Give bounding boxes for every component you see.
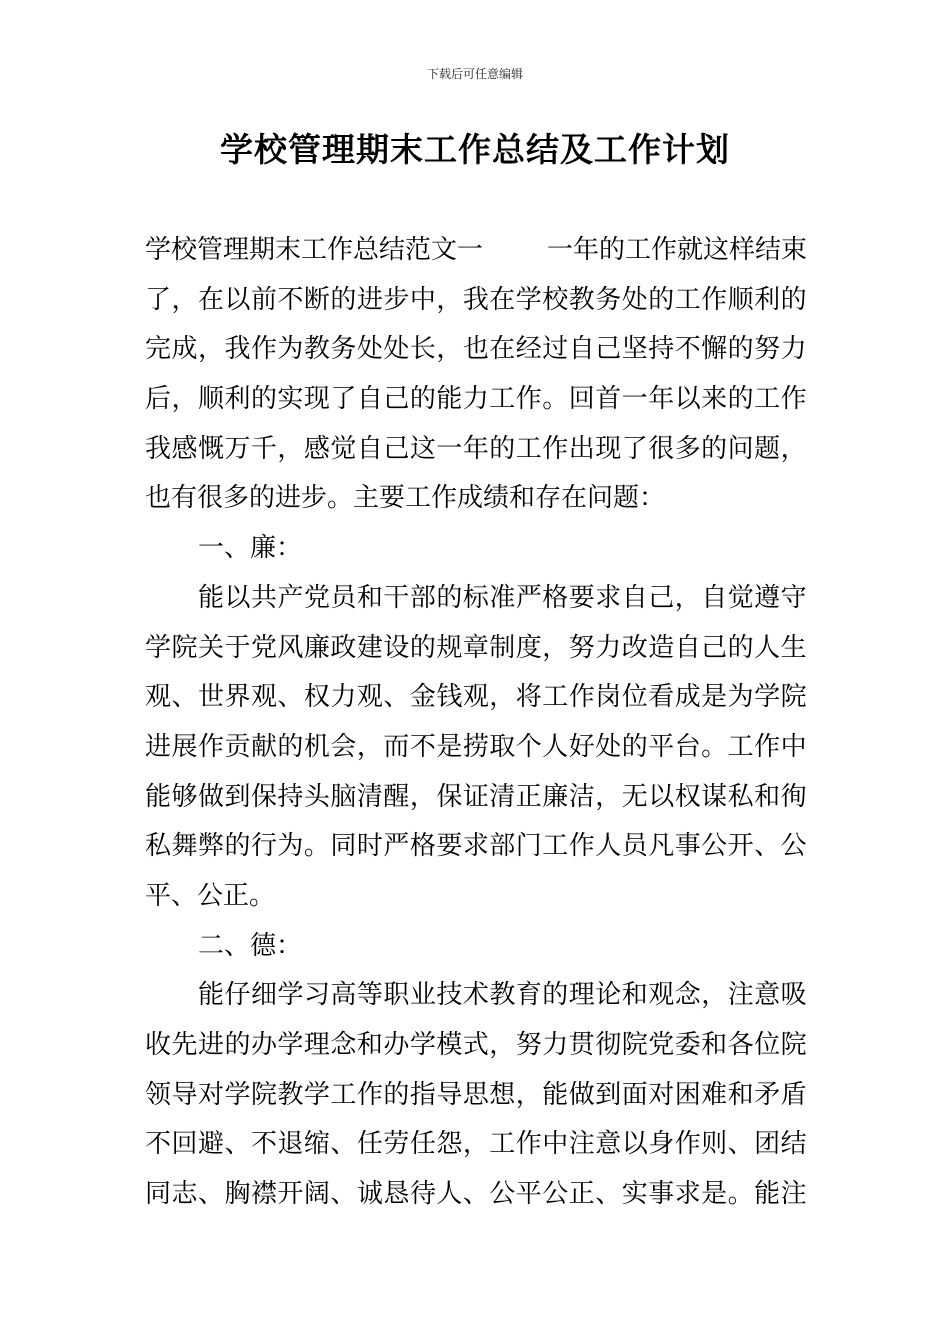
line-text: 学 院 关 于 党 风 廉 政 建 设 的 规 章 制 度 ， 努 力 改 造 自 己 的 人 生 (145, 632, 807, 663)
paragraph-line (145, 1071, 807, 1121)
paragraph-line (145, 276, 807, 326)
line-text: 平、公正。 (145, 880, 276, 911)
line-text: 完 成 ， 我 作 为 教 务 处 处 长 ， 也 在 经 过 自 己 坚 持 不 懈 的 努 力 (145, 334, 807, 365)
line-segment: 一年的工作就这样结束 (546, 235, 807, 265)
line-text: 领 导 对 学 院 教 学 工 作 的 指 导 思 想 ， 能 做 到 面 对 困 难 和 矛 盾 (145, 1079, 807, 1110)
paragraph-line (145, 872, 807, 922)
line-text: 了 ， 在 以 前 不 断 的 进 步 中 ， 我 在 学 校 教 务 处 的 工 作 顺 利 的 (145, 284, 807, 315)
paragraph-line (145, 375, 807, 425)
paragraph-line (145, 624, 807, 674)
line-text: 我 感 慨 万 千 ， 感 觉 自 己 这 一 年 的 工 作 出 现 了 很 多 的 问 题 ， (145, 433, 807, 464)
line-text: 收 先 进 的 办 学 理 念 和 办 学 模 式 ， 努 力 贯 彻 院 党 委 和 各 位 院 (145, 1030, 807, 1060)
header-note: 下载后可任意编辑 (426, 67, 523, 81)
paragraph-line (145, 673, 807, 723)
paragraph-line (145, 822, 807, 872)
paragraph-line (145, 971, 807, 1021)
paragraph-line (145, 1021, 807, 1071)
document-title: 学校管理期末工作总结及工作计划 (220, 130, 730, 169)
paragraph-line (145, 922, 807, 972)
line-text: 后 ， 顺 利 的 实 现 了 自 己 的 能 力 工 作 。 回 首 一 年 以 来 的 工 作 (145, 384, 807, 415)
paragraph-line (145, 1120, 807, 1170)
paragraph-line (145, 474, 807, 524)
paragraph-line (145, 1170, 807, 1220)
paragraph-line (145, 325, 807, 375)
paragraph-line (145, 723, 807, 773)
document-body (145, 226, 807, 1220)
line-text: 私 舞 弊 的 行 为 。 同 时 严 格 要 求 部 门 工 作 人 员 凡 事 公 开 、 公 (145, 831, 807, 862)
section-heading: 二、德： (198, 930, 303, 961)
line-text: 不 回 避 、 不 退 缩 、 任 劳 任 怨 ， 工 作 中 注 意 以 身 作 则 、 团 结 (145, 1129, 807, 1160)
line-text: 也有很多的进步。主要工作成绩和存在问题： (145, 483, 666, 514)
paragraph-line (145, 574, 807, 624)
line-text: 能 以 共 产 党 员 和 干 部 的 标 准 严 格 要 求 自 己 ， 自 觉 遵 守 (198, 582, 807, 613)
line-text: 能 够 做 到 保 持 头 脑 清 醒 ， 保 证 清 正 廉 洁 ， 无 以 权 谋 私 和 徇 (145, 781, 807, 812)
paragraph-line (145, 425, 807, 475)
paragraph-line (145, 524, 807, 574)
line-text: 能 仔 细 学 习 高 等 职 业 技 术 教 育 的 理 论 和 观 念 ， 注 意 吸 (198, 980, 807, 1011)
line-segment: 学校管理期末工作总结范文一 (145, 235, 484, 265)
paragraph-line (145, 226, 807, 276)
line-text: 进 展 作 贡 献 的 机 会 ， 而 不 是 捞 取 个 人 好 处 的 平 台 。 工 作 中 (145, 731, 807, 762)
section-heading: 一、廉： (198, 533, 303, 564)
paragraph-line (145, 773, 807, 823)
line-text: 观 、 世 界 观 、 权 力 观 、 金 钱 观 ， 将 工 作 岗 位 看 成 是 为 学 院 (145, 682, 807, 713)
line-text: 同 志 、 胸 襟 开 阔 、 诚 恳 待 人 、 公 平 公 正 、 实 事 求 是 。 能 注 (145, 1179, 807, 1210)
